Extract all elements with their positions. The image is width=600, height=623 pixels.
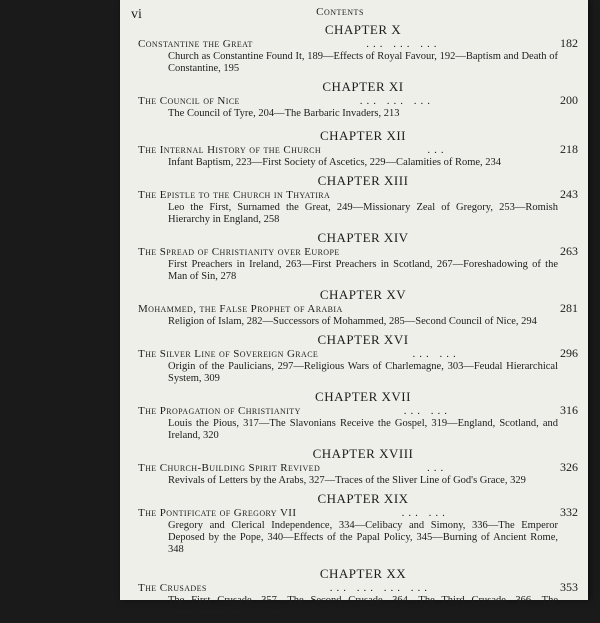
chapter-page-number: 296: [560, 346, 578, 360]
chapter-entry: [138, 446, 578, 487]
chapter-page-number: 353: [560, 580, 578, 594]
chapter-page-number: 182: [560, 36, 578, 50]
chapter-heading: CHAPTER XI: [322, 79, 404, 94]
chapter-heading: CHAPTER X: [324, 22, 402, 37]
chapter-subtopics: First Preachers in Ireland, 263—First Preachers in Scotland, 267—Foreshadowing of the Man of Sin, 278: [168, 259, 558, 282]
chapter-heading: CHAPTER XVII: [315, 389, 411, 404]
chapter-title: The Internal History of the Church: [138, 144, 322, 156]
chapter-page-number: 316: [560, 403, 578, 417]
chapter-entry: [138, 287, 578, 328]
chapter-entry: [138, 128, 578, 169]
chapter-title: Constantine the Great: [138, 38, 253, 50]
running-head: Contents: [316, 6, 364, 18]
chapter-entry: [138, 389, 578, 442]
chapter-page-number: 326: [560, 460, 578, 474]
chapter-title: The Pontificate of Gregory VII: [138, 507, 297, 519]
chapter-title: The Silver Line of Sovereign Grace: [138, 348, 319, 360]
chapter-page-number: 200: [560, 93, 578, 107]
chapter-page-number: 263: [560, 244, 578, 258]
chapter-subtopics: The Council of Tyre, 204—The Barbaric Invaders, 213: [168, 108, 400, 119]
chapter-page-number: 281: [560, 301, 578, 315]
leader-dots: ... ... ... ...: [329, 582, 431, 594]
chapter-title: The Spread of Christianity over Europe: [138, 246, 340, 258]
leader-dots: ... ... ...: [359, 95, 435, 107]
chapter-title: The Church-Building Spirit Revived: [138, 462, 321, 474]
chapter-title: Mohammed, the False Prophet of Arabia: [138, 303, 343, 315]
chapter-page-number: 243: [560, 187, 578, 201]
chapter-page-number: 332: [560, 505, 578, 519]
page-folio: vi: [131, 7, 142, 22]
chapter-page-number: 218: [560, 142, 578, 156]
chapter-subtopics: Louis the Pious, 317—The Slavonians Receive the Gospel, 319—England, Scotland, and Ireland, 320: [168, 418, 558, 441]
chapter-title: The Council of Nice: [138, 95, 240, 107]
chapter-subtopics: Origin of the Paulicians, 297—Religious Wars of Charlemagne, 303—Feudal Hierarchical System, 309: [168, 361, 558, 384]
book-page: [120, 0, 588, 618]
chapter-subtopics: Church as Constantine Found It, 189—Effects of Royal Favour, 192—Baptism and Death of Constantine, 195: [168, 51, 558, 74]
leader-dots: ... ... ...: [366, 38, 441, 50]
chapter-entry: [138, 332, 578, 385]
chapter-heading: CHAPTER XIX: [317, 491, 409, 506]
chapter-entry: [138, 173, 578, 226]
leader-dots: ...: [426, 462, 448, 474]
chapter-subtopics: The First Crusade, 357—The Second Crusade, 364—The Third Crusade, 366—The Remainder of the Crusades, 367: [168, 595, 558, 618]
chapter-heading: CHAPTER XII: [319, 128, 407, 143]
chapter-entry: [138, 79, 578, 120]
chapter-subtopics: Leo the First, Surnamed the Great, 249—Missionary Zeal of Gregory, 253—Romish Hierarchy in England, 258: [168, 202, 558, 225]
chapter-heading: CHAPTER XIV: [317, 230, 409, 245]
leader-dots: ...: [427, 144, 448, 156]
contents-list: [138, 22, 578, 623]
chapter-subtopics: Religion of Islam, 282—Successors of Mohammed, 285—Second Council of Nice, 294: [168, 316, 537, 327]
chapter-entry: [138, 230, 578, 283]
leader-dots: ... ...: [403, 405, 451, 417]
chapter-subtopics: Gregory and Clerical Independence, 334—Celibacy and Simony, 336—The Emperor Deposed by the Pope, 340—Effects of the Papal Policy, 345—Burning of Ancient Rome, 348: [168, 520, 558, 555]
chapter-heading: CHAPTER XV: [319, 287, 407, 302]
chapter-heading: CHAPTER XVIII: [312, 446, 414, 461]
chapter-subtopics: Infant Baptism, 223—First Society of Ascetics, 229—Calamities of Rome, 234: [168, 157, 502, 168]
chapter-entry: [138, 566, 578, 619]
chapter-heading: CHAPTER XVI: [317, 332, 409, 347]
leader-dots: ... ...: [412, 348, 460, 360]
chapter-heading: CHAPTER XX: [319, 566, 407, 581]
chapter-entry: [138, 22, 578, 75]
chapter-title: The Epistle to the Church in Thyatira: [138, 189, 331, 201]
chapter-heading: CHAPTER XIII: [317, 173, 409, 188]
chapter-subtopics: Revivals of Letters by the Arabs, 327—Traces of the Sliver Line of God's Grace, 329: [168, 475, 526, 486]
leader-dots: ... ...: [401, 507, 449, 519]
chapter-title: The Crusades: [138, 582, 207, 594]
chapter-entry: [138, 491, 578, 556]
chapter-title: The Propagation of Christianity: [138, 405, 301, 417]
